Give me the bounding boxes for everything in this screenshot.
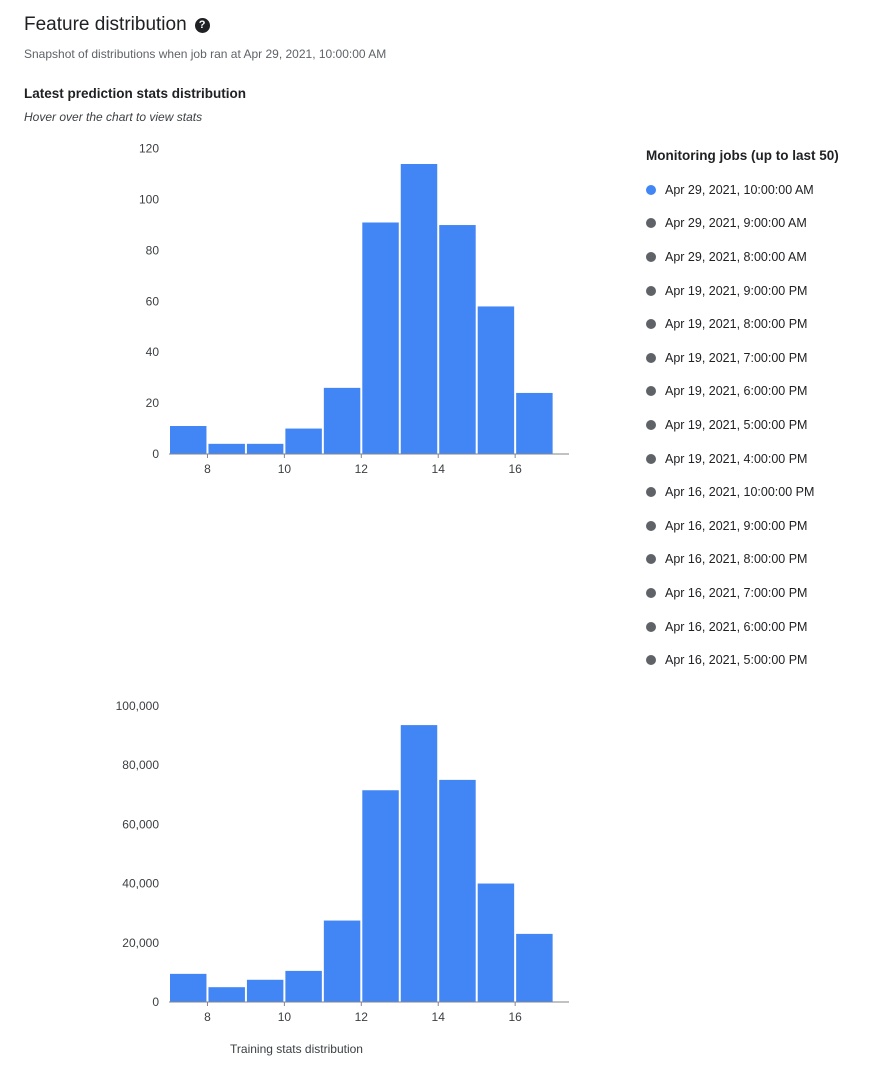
legend-item[interactable]: [646, 643, 872, 677]
bar[interactable]: [362, 222, 398, 454]
legend-item[interactable]: [646, 509, 872, 543]
training-stats-chart[interactable]: [24, 682, 634, 1056]
bar[interactable]: [208, 987, 244, 1002]
prediction-stats-chart[interactable]: [24, 124, 634, 524]
monitoring-jobs-legend: [634, 124, 872, 677]
bar[interactable]: [401, 725, 437, 1002]
bar[interactable]: [439, 780, 475, 1002]
legend-dot-icon: [646, 420, 656, 430]
training-stats-axis-label: Training stats distribution: [230, 1042, 363, 1056]
bar[interactable]: [247, 444, 283, 454]
x-tick-label: 8: [204, 462, 211, 476]
bar[interactable]: [362, 790, 398, 1002]
bar[interactable]: [324, 388, 360, 454]
help-icon[interactable]: ?: [195, 18, 210, 33]
y-tick-label: 100: [138, 192, 159, 207]
x-tick-label: 16: [508, 462, 522, 476]
legend-dot-icon: [646, 454, 656, 464]
x-tick-label: 14: [431, 1010, 445, 1024]
y-tick-label: 40,000: [122, 876, 159, 891]
legend-item[interactable]: [646, 341, 872, 375]
legend-item-label: Apr 19, 2021, 6:00:00 PM: [665, 384, 808, 399]
legend-item-label: Apr 19, 2021, 8:00:00 PM: [665, 317, 808, 332]
legend-dot-icon: [646, 521, 656, 531]
y-tick-label: 60: [145, 294, 159, 309]
legend-title: Monitoring jobs (up to last 50): [646, 148, 839, 163]
legend-dot-icon: [646, 252, 656, 262]
legend-item[interactable]: [646, 610, 872, 644]
bar[interactable]: [516, 393, 552, 454]
legend-item[interactable]: [646, 408, 872, 442]
bar[interactable]: [285, 971, 321, 1002]
legend-item[interactable]: [646, 307, 872, 341]
y-tick-label: 100,000: [115, 698, 159, 713]
legend-item[interactable]: [646, 240, 872, 274]
legend-item[interactable]: [646, 543, 872, 577]
x-tick-label: 8: [204, 1010, 211, 1024]
legend-dot-icon: [646, 319, 656, 329]
section-hint: Hover over the chart to view stats: [24, 110, 203, 124]
legend-dot-icon: [646, 185, 656, 195]
legend-dot-icon: [646, 655, 656, 665]
y-tick-label: 80: [145, 243, 159, 258]
y-tick-label: 80,000: [122, 758, 159, 773]
legend-item[interactable]: [646, 475, 872, 509]
x-tick-label: 14: [431, 462, 445, 476]
bar[interactable]: [324, 921, 360, 1002]
bar[interactable]: [478, 306, 514, 454]
legend-item-label: Apr 16, 2021, 6:00:00 PM: [665, 619, 808, 634]
bar[interactable]: [170, 974, 206, 1002]
snapshot-subtitle: Snapshot of distributions when job ran at Apr 29, 2021, 10:00:00 AM: [24, 47, 387, 61]
legend-item-label: Apr 19, 2021, 9:00:00 PM: [665, 283, 808, 298]
y-tick-label: 120: [138, 141, 159, 156]
bar[interactable]: [247, 980, 283, 1002]
legend-item-label: Apr 16, 2021, 7:00:00 PM: [665, 585, 808, 600]
legend-item-label: Apr 29, 2021, 8:00:00 AM: [665, 249, 807, 264]
x-tick-label: 16: [508, 1010, 522, 1024]
page-header: [24, 12, 872, 38]
legend-item-label: Apr 19, 2021, 4:00:00 PM: [665, 451, 808, 466]
y-tick-label: 20: [145, 396, 159, 411]
legend-dot-icon: [646, 588, 656, 598]
prediction-stats-svg[interactable]: [24, 124, 634, 524]
legend-item-label: Apr 29, 2021, 10:00:00 AM: [665, 182, 814, 197]
legend-item[interactable]: [646, 207, 872, 241]
y-tick-label: 60,000: [122, 817, 159, 832]
bar[interactable]: [401, 164, 437, 454]
page-title: Feature distribution: [24, 14, 187, 35]
bar[interactable]: [439, 225, 475, 454]
charts-column: [24, 124, 634, 1056]
legend-item-label: Apr 16, 2021, 10:00:00 PM: [665, 485, 815, 500]
legend-dot-icon: [646, 353, 656, 363]
y-tick-label: 0: [152, 995, 159, 1009]
legend-dot-icon: [646, 622, 656, 632]
x-tick-label: 10: [277, 1010, 292, 1024]
legend-item-label: Apr 19, 2021, 7:00:00 PM: [665, 350, 808, 365]
legend-item[interactable]: [646, 274, 872, 308]
legend-dot-icon: [646, 218, 656, 228]
training-stats-svg[interactable]: [24, 682, 634, 1042]
content-area: [24, 124, 872, 1056]
legend-item-label: Apr 16, 2021, 5:00:00 PM: [665, 653, 808, 668]
legend-dot-icon: [646, 554, 656, 564]
x-tick-label: 12: [354, 1010, 368, 1024]
x-tick-label: 12: [354, 462, 368, 476]
legend-item[interactable]: [646, 375, 872, 409]
x-tick-label: 10: [277, 462, 292, 476]
y-tick-label: 0: [152, 447, 159, 461]
legend-item-label: Apr 19, 2021, 5:00:00 PM: [665, 417, 808, 432]
legend-item[interactable]: [646, 442, 872, 476]
legend-item-label: Apr 29, 2021, 9:00:00 AM: [665, 216, 807, 231]
legend-dot-icon: [646, 286, 656, 296]
legend-dot-icon: [646, 386, 656, 396]
y-tick-label: 40: [145, 345, 159, 360]
legend-item-label: Apr 16, 2021, 8:00:00 PM: [665, 552, 808, 567]
section-title: Latest prediction stats distribution: [24, 86, 247, 101]
legend-dot-icon: [646, 487, 656, 497]
bar[interactable]: [516, 934, 552, 1002]
legend-list: [646, 173, 872, 677]
bar[interactable]: [285, 429, 321, 454]
legend-item-label: Apr 16, 2021, 9:00:00 PM: [665, 518, 808, 533]
legend-item[interactable]: [646, 173, 872, 207]
bar[interactable]: [208, 444, 244, 454]
legend-item[interactable]: [646, 576, 872, 610]
bar[interactable]: [170, 426, 206, 454]
bar[interactable]: [478, 884, 514, 1002]
y-tick-label: 20,000: [122, 935, 159, 950]
